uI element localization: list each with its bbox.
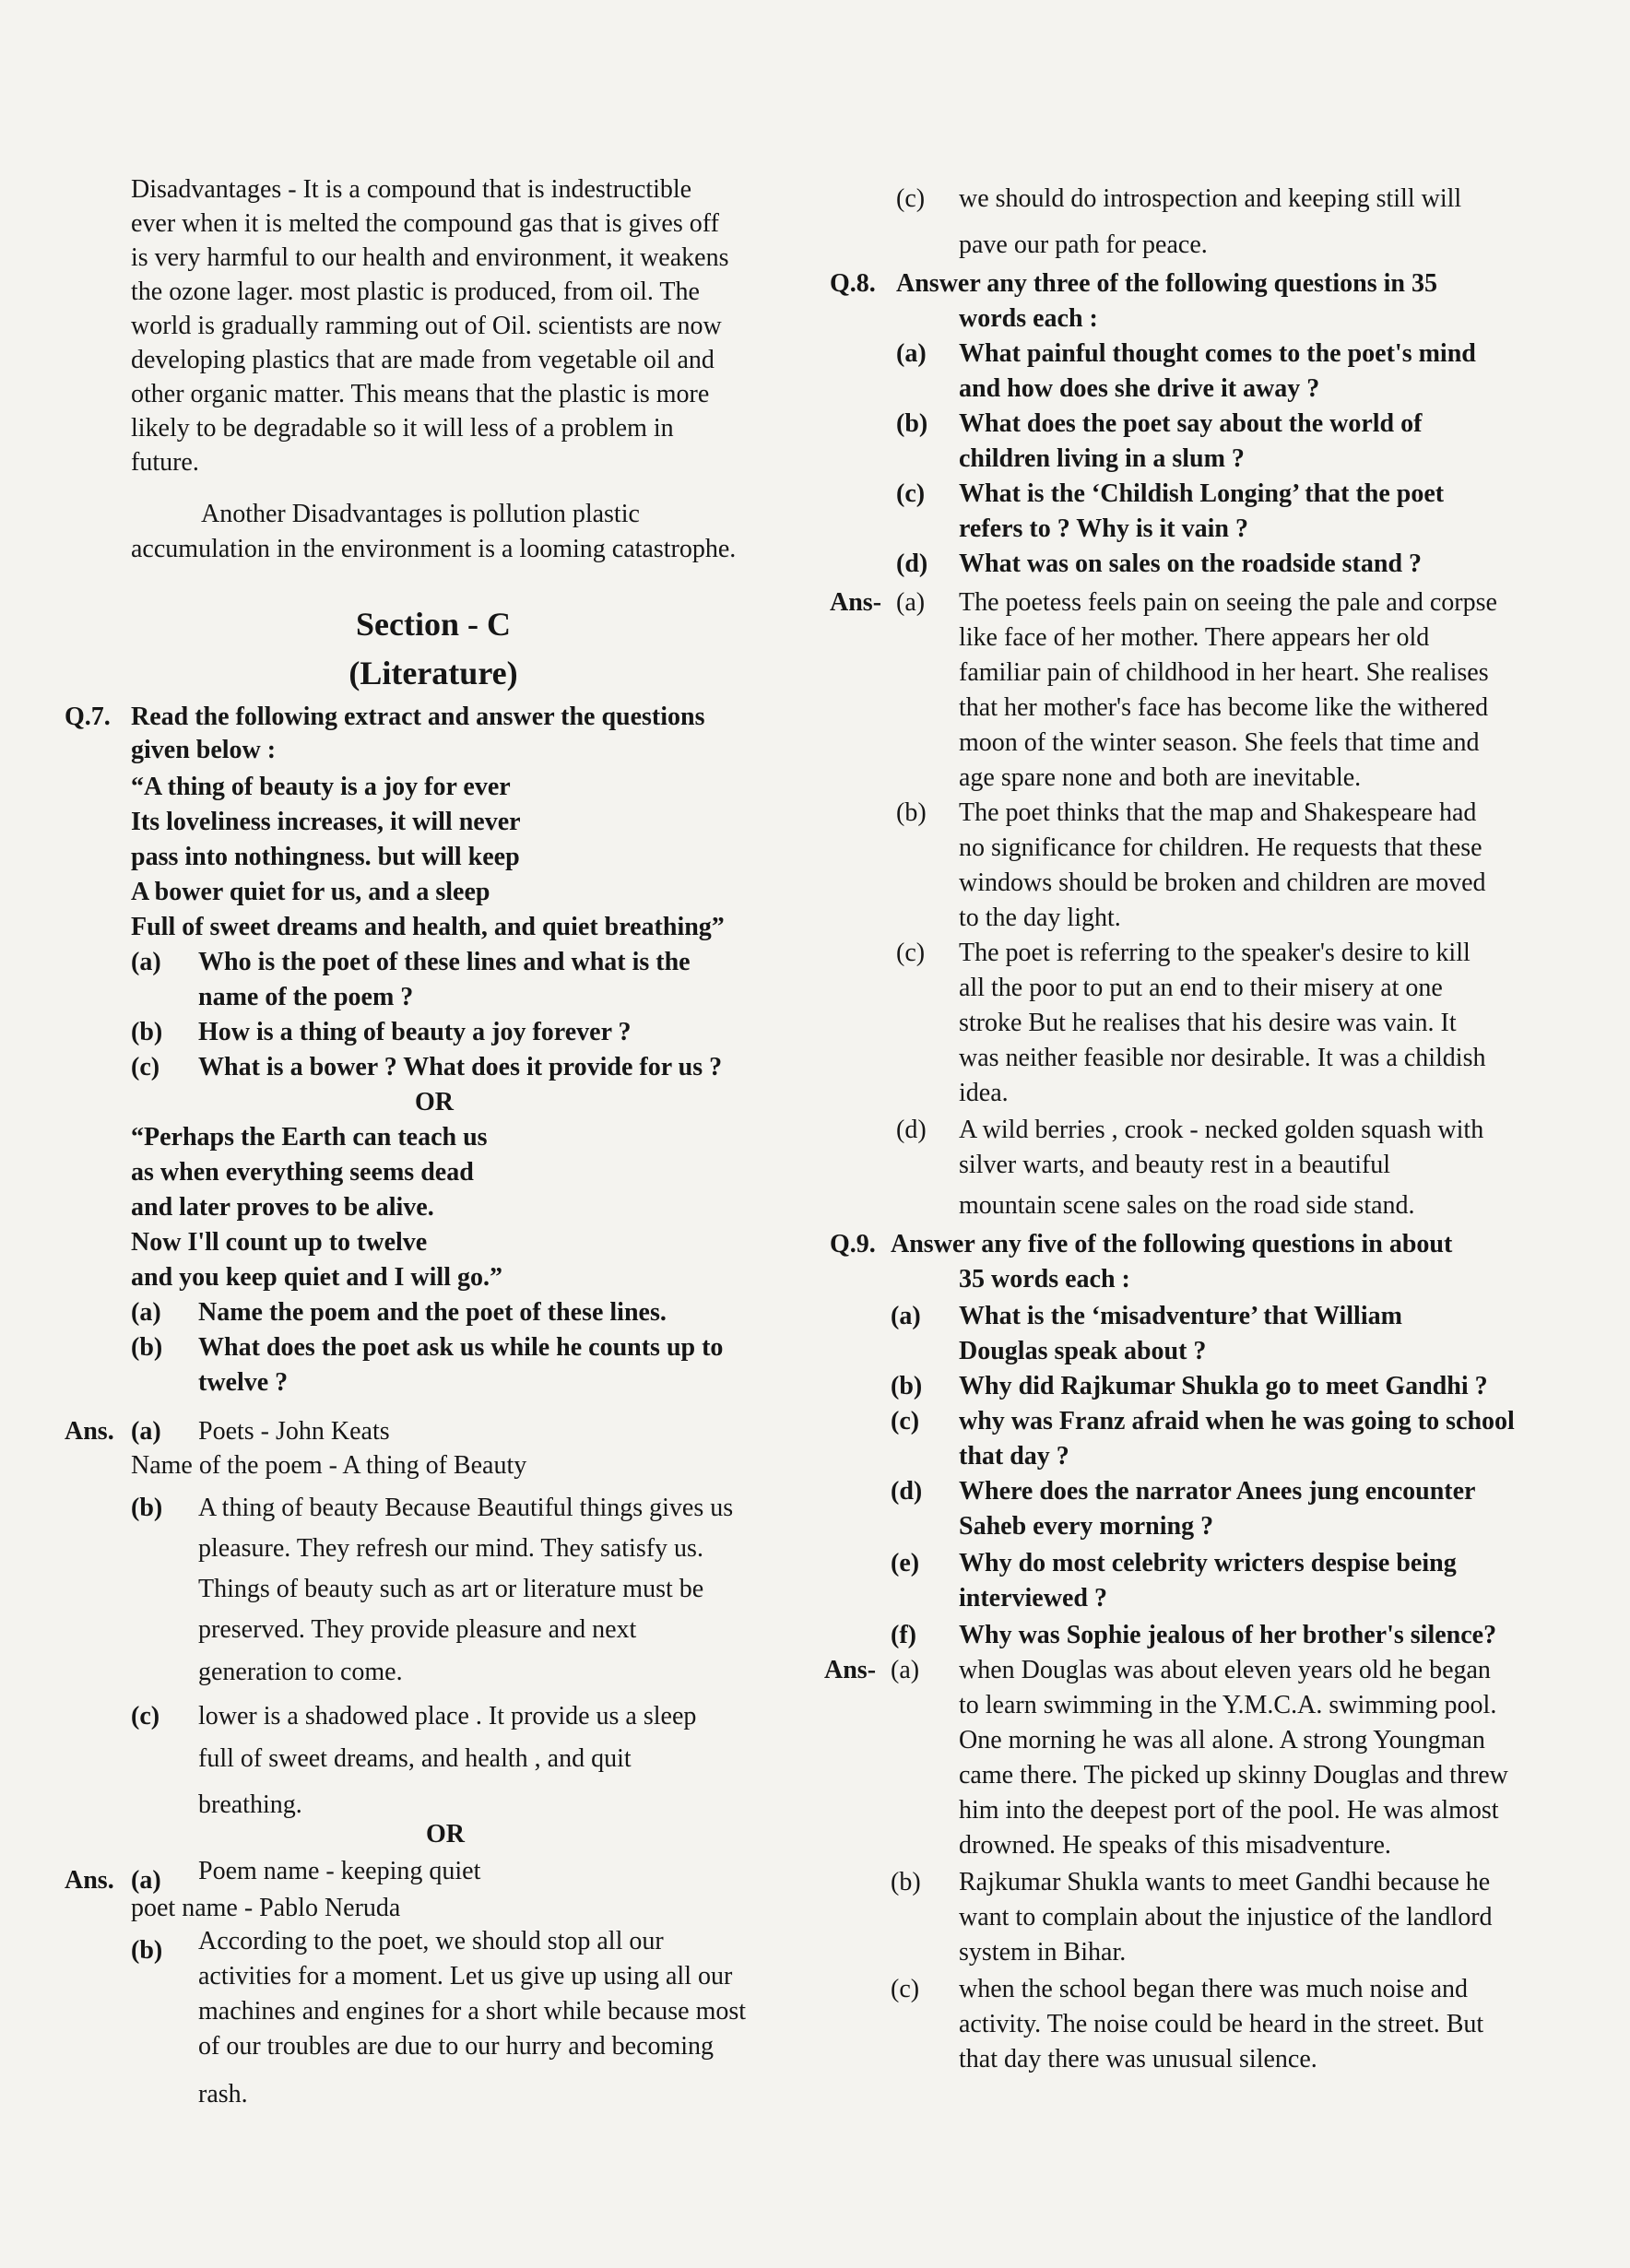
extract-line: “Perhaps the Earth can teach us — [131, 1123, 488, 1152]
answer-sub-label: (c) — [896, 939, 926, 967]
q9-sub-text: Douglas speak about ? — [959, 1337, 1207, 1365]
answer-text: age spare none and both are inevitable. — [959, 763, 1362, 792]
answer-text: pleasure. They refresh our mind. They satisfy us. — [198, 1534, 703, 1563]
q9-sub-text: Where does the narrator Anees jung encounter — [959, 1477, 1476, 1506]
answer-text: drowned. He speaks of this misadventure. — [959, 1831, 1391, 1860]
q8-sub-text: refers to ? Why is it vain ? — [959, 514, 1248, 543]
q7-sub-text: Who is the poet of these lines and what is the — [198, 948, 691, 976]
answer-text: A thing of beauty Because Beautiful things gives us — [198, 1494, 734, 1522]
q7-number: Q.7. — [65, 703, 111, 731]
answer-text: Poets - John Keats — [198, 1417, 390, 1446]
answer-label: Ans- — [824, 1656, 877, 1684]
q9-sub-label: (b) — [891, 1372, 923, 1400]
answer-text: A wild berries , crook - necked golden squash with — [959, 1116, 1484, 1144]
q8-sub-text: What is the ‘Childish Longing’ that the poet — [959, 479, 1445, 508]
q9-sub-label: (e) — [891, 1549, 920, 1577]
another-disadvantage-line: Another Disadvantages is pollution plastic — [201, 500, 640, 528]
answer-label: Ans. — [65, 1866, 114, 1895]
answer-sub-label: (c) — [891, 1975, 920, 2003]
answer-text: activities for a moment. Let us give up using all our — [198, 1962, 733, 1990]
answer-text: was neither feasible nor desirable. It was a childish — [959, 1044, 1486, 1072]
answer-text: mountain scene sales on the road side stand. — [959, 1191, 1415, 1220]
q9-sub-label: (d) — [891, 1477, 923, 1506]
q7-prompt: given below : — [131, 736, 277, 764]
disadvantages-line: likely to be degradable so it will less of a problem in — [131, 414, 674, 443]
answer-text: The poetess feels pain on seeing the pale and corpse — [959, 588, 1497, 617]
answer-sub-label: (b) — [131, 1936, 163, 1965]
answer-text: when Douglas was about eleven years old he began — [959, 1656, 1491, 1684]
answer-text: that her mother's face has become like the withered — [959, 693, 1489, 722]
q8-prompt: Answer any three of the following questions in 35 — [896, 269, 1438, 298]
answer-sub-label: (b) — [131, 1494, 163, 1522]
extract-line: as when everything seems dead — [131, 1158, 474, 1187]
q8-sub-label: (d) — [896, 549, 928, 578]
extract-line: Now I'll count up to twelve — [131, 1228, 428, 1257]
q9-sub-text: Why do most celebrity wricters despise being — [959, 1549, 1457, 1577]
q9-sub-text: that day ? — [959, 1442, 1069, 1471]
answer-text: moon of the winter season. She feels that time and — [959, 728, 1480, 757]
disadvantages-line: developing plastics that are made from vegetable oil and — [131, 346, 715, 374]
answer-text: to learn swimming in the Y.M.C.A. swimming pool. — [959, 1691, 1497, 1719]
section-title: Section - C — [356, 606, 511, 643]
answer-sub-label: (a) — [891, 1656, 920, 1684]
disadvantages-line: the ozone lager. most plastic is produced, from oil. The — [131, 278, 700, 306]
q8-sub-text: What painful thought comes to the poet's mind — [959, 339, 1476, 368]
disadvantages-line: is very harmful to our health and environment, it weakens — [131, 243, 729, 272]
answer-label: Ans. — [65, 1417, 114, 1446]
q7-sub-text: Name the poem and the poet of these lines. — [198, 1298, 667, 1327]
q7-sub-text: twelve ? — [198, 1368, 289, 1397]
q9-number: Q.9. — [830, 1230, 876, 1258]
q9-sub-text: why was Franz afraid when he was going to school — [959, 1407, 1515, 1435]
extract-line: Its loveliness increases, it will never — [131, 808, 521, 836]
answer-text: when the school began there was much noise and — [959, 1975, 1469, 2003]
answer-text: windows should be broken and children are moved — [959, 868, 1486, 897]
q8-sub-text: What does the poet say about the world of — [959, 409, 1423, 438]
q9-sub-text: Why did Rajkumar Shukla go to meet Gandhi ? — [959, 1372, 1488, 1400]
q7-sub-text: How is a thing of beauty a joy forever ? — [198, 1018, 632, 1046]
q8-sub-label: (a) — [896, 339, 927, 368]
q8-number: Q.8. — [830, 269, 876, 298]
answer-text: lower is a shadowed place . It provide us a sleep — [198, 1702, 697, 1731]
q7-sub-label: (b) — [131, 1333, 163, 1362]
section-subtitle: (Literature) — [348, 655, 518, 691]
answer-text: familiar pain of childhood in her heart. She realises — [959, 658, 1489, 687]
q9-prompt: 35 words each : — [959, 1265, 1130, 1293]
q9-sub-text: Why was Sophie jealous of her brother's silence? — [959, 1621, 1497, 1649]
q8-prompt: words each : — [959, 304, 1098, 333]
extract-line: “A thing of beauty is a joy for ever — [131, 773, 511, 801]
answer-text: activity. The noise could be heard in the street. But — [959, 2010, 1484, 2038]
answer-sub-label: (c) — [896, 184, 926, 213]
disadvantages-line: other organic matter. This means that the plastic is more — [131, 380, 710, 408]
answer-sub-label: (b) — [896, 798, 927, 827]
q8-sub-label: (c) — [896, 479, 926, 508]
answer-text: The poet thinks that the map and Shakespeare had — [959, 798, 1477, 827]
answer-sub-label: (d) — [896, 1116, 927, 1144]
another-disadvantage-line: accumulation in the environment is a looming catastrophe. — [131, 535, 737, 563]
answer-text: we should do introspection and keeping still will — [959, 184, 1462, 213]
extract-line: and you keep quiet and I will go.” — [131, 1263, 502, 1292]
answer-text: all the poor to put an end to their misery at one — [959, 974, 1443, 1002]
answer-sub-label: (a) — [131, 1866, 161, 1895]
q8-sub-text: and how does she drive it away ? — [959, 374, 1320, 403]
answer-sub-label: (c) — [131, 1702, 160, 1731]
answer-sub-label: (a) — [896, 588, 926, 617]
q7-sub-label: (b) — [131, 1018, 163, 1046]
answer-text: Rajkumar Shukla wants to meet Gandhi because he — [959, 1868, 1491, 1896]
or-divider: OR — [426, 1820, 465, 1849]
answer-text: machines and engines for a short while because most — [198, 1997, 747, 2026]
q7-sub-text: What does the poet ask us while he counts up to — [198, 1333, 724, 1362]
answer-text: Things of beauty such as art or literature must be — [198, 1575, 704, 1603]
disadvantages-line: Disadvantages - It is a compound that is indestructible — [131, 175, 692, 204]
q9-sub-label: (a) — [891, 1302, 921, 1330]
q9-sub-text: What is the ‘misadventure’ that William — [959, 1302, 1402, 1330]
answer-text: system in Bihar. — [959, 1938, 1127, 1967]
answer-text: want to complain about the injustice of the landlord — [959, 1903, 1493, 1931]
answer-text: One morning he was all alone. A strong Youngman — [959, 1726, 1485, 1754]
q9-sub-label: (f) — [891, 1621, 916, 1649]
q8-sub-text: children living in a slum ? — [959, 444, 1245, 473]
answer-text: Name of the poem - A thing of Beauty — [131, 1451, 527, 1480]
answer-text: According to the poet, we should stop all our — [198, 1927, 664, 1955]
extract-line: Full of sweet dreams and health, and quiet breathing” — [131, 913, 725, 941]
answer-text: that day there was unusual silence. — [959, 2045, 1317, 2073]
q7-sub-label: (a) — [131, 948, 161, 976]
answer-text: poet name - Pablo Neruda — [131, 1894, 401, 1922]
answer-text: full of sweet dreams, and health , and quit — [198, 1744, 632, 1773]
extract-line: A bower quiet for us, and a sleep — [131, 878, 490, 906]
answer-text: came there. The picked up skinny Douglas and threw — [959, 1761, 1508, 1790]
answer-text: Poem name - keeping quiet — [198, 1857, 481, 1885]
q9-sub-text: Saheb every morning ? — [959, 1512, 1214, 1541]
q9-prompt: Answer any five of the following questions in about — [891, 1230, 1453, 1258]
answer-text: to the day light. — [959, 904, 1121, 932]
q7-sub-text: What is a bower ? What does it provide for us ? — [198, 1053, 723, 1081]
answer-text: stroke But he realises that his desire was vain. It — [959, 1009, 1457, 1037]
answer-text: like face of her mother. There appears her old — [959, 623, 1430, 652]
answer-text: The poet is referring to the speaker's desire to kill — [959, 939, 1471, 967]
disadvantages-line: future. — [131, 448, 199, 477]
answer-sub-label: (a) — [131, 1417, 161, 1446]
answer-text: no significance for children. He requests that these — [959, 833, 1482, 862]
q7-prompt: Read the following extract and answer the questions — [131, 703, 705, 731]
q9-sub-text: interviewed ? — [959, 1584, 1107, 1612]
extract-line: pass into nothingness. but will keep — [131, 843, 520, 871]
answer-sub-label: (b) — [891, 1868, 921, 1896]
answer-label: Ans- — [830, 588, 882, 617]
answer-text: breathing. — [198, 1790, 302, 1819]
disadvantages-line: world is gradually ramming out of Oil. scientists are now — [131, 312, 722, 340]
q9-sub-label: (c) — [891, 1407, 920, 1435]
extract-line: and later proves to be alive. — [131, 1193, 434, 1222]
answer-text: generation to come. — [198, 1658, 403, 1686]
answer-text: idea. — [959, 1079, 1009, 1107]
disadvantages-line: ever when it is melted the compound gas that is gives off — [131, 209, 719, 238]
q8-sub-text: What was on sales on the roadside stand ? — [959, 549, 1423, 578]
q7-sub-label: (a) — [131, 1298, 161, 1327]
answer-text: rash. — [198, 2080, 248, 2109]
answer-text: preserved. They provide pleasure and next — [198, 1615, 637, 1644]
answer-text: silver warts, and beauty rest in a beautiful — [959, 1151, 1391, 1179]
q7-sub-label: (c) — [131, 1053, 160, 1081]
q8-sub-label: (b) — [896, 409, 928, 438]
answer-text: of our troubles are due to our hurry and becoming — [198, 2032, 715, 2061]
or-divider: OR — [415, 1088, 454, 1116]
answer-text: him into the deepest port of the pool. He was almost — [959, 1796, 1499, 1825]
answer-text: pave our path for peace. — [959, 230, 1208, 259]
q7-sub-text: name of the poem ? — [198, 983, 414, 1011]
